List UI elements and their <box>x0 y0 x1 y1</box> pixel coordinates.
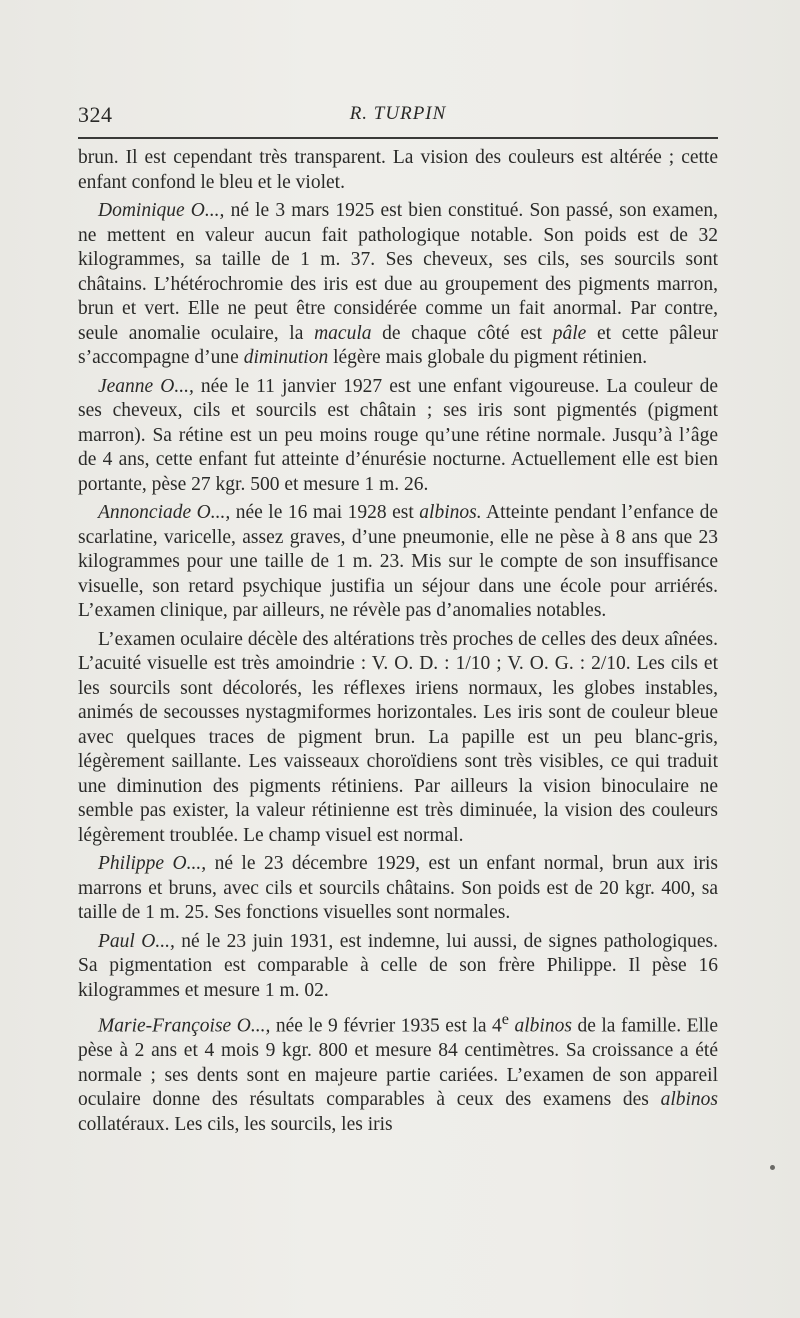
page-number: 324 <box>78 102 113 127</box>
header-rule <box>78 137 718 139</box>
person-name: Marie-Françoise O..., <box>98 1015 271 1037</box>
person-name: Jeanne O..., <box>98 375 194 397</box>
body-text <box>78 146 718 1141</box>
person-name: Dominique O..., <box>98 200 225 221</box>
margin-dot <box>770 1165 775 1170</box>
paragraph-annonciade: Annonciade O..., née le 16 mai 1928 est albinos. Atteinte pendant l’enfance de scarlatine, varicelle, assez graves, d’une pneumonie, elle ne pèse à 8 ans que 23 kilogrammes pour une taille de 1 m. 23. Mis sur le compte de son insuffisance visuelle, son retard psychique justifia un séjour dans une école pour arriérés. L’examen clinique, par ailleurs, ne révèle pas d’anomalies notables. <box>78 502 718 621</box>
person-name: Philippe O..., <box>98 853 207 874</box>
person-name: Paul O..., <box>98 930 175 952</box>
paragraph-oculaire: L’examen oculaire décèle des altérations très proches de celles des deux aînées. L’acuité visuelle est très amoindrie : V. O. D. : 1/10 ; V. O. G. : 2/10. Les cils et les sourcils sont décolorés, les réflexes iriens normaux, les globes instables, animés de secousses nystagmiformes horizontales. Les iris sont de couleur bleue avec quelques traces de pigment brun. La papille est un peu blanc-gris, légèrement saillante. Les vaisseaux choroïdiens sont très visibles, ce qui traduit une diminution des pigments rétiniens. Par ailleurs la vision binoculaire ne semble pas exister, la valeur rétinienne est très diminuée, la vision des couleurs légèrement troublée. Le champ visuel est normal. <box>78 628 718 846</box>
person-name: Annonciade O..., <box>98 502 231 523</box>
page-header <box>78 100 718 130</box>
paragraph-philippe: Philippe O..., né le 23 décembre 1929, est un enfant normal, brun aux iris marrons et bruns, avec cils et sourcils châtains. Son poids est de 20 kgr. 400, sa taille de 1 m. 25. Ses fonctions visuelles sont normales. <box>78 853 718 923</box>
running-head: R. TURPIN <box>349 103 447 124</box>
paragraph-dominique: Dominique O..., né le 3 mars 1925 est bien constitué. Son passé, son examen, ne mettent en valeur aucun fait pathologique notable. Son poids est de 32 kilogrammes, sa taille de 1 m. 37. Ses cheveux, ses cils, ses sourcils sont châtains. L’hétérochromie des iris est due au groupement des pigments marron, brun et vert. Elle ne peut être considérée comme un fait anormal. Par contre, seule anomalie oculaire, la macula de chaque côté est pâle et cette pâleur s’accompagne d’une diminution légère mais globale du pigment rétinien. <box>78 200 718 368</box>
paragraph-1: brun. Il est cependant très transparent. La vision des couleurs est altérée ; cette enfant confond le bleu et le violet. <box>78 147 718 193</box>
paragraph-jeanne: Jeanne O..., née le 11 janvier 1927 est une enfant vigoureuse. La couleur de ses cheveux, cils et sourcils est châtain ; ses iris sont pigmentés (pigment marron). Sa rétine est un peu moins rouge qu’une rétine normale. Jusqu’à l’âge de 4 ans, cette enfant fut atteinte d’énurésie nocturne. Actuellement elle est bien portante, pèse 27 kgr. 500 et mesure 1 m. 26. <box>78 375 718 495</box>
paragraph-paul: Paul O..., né le 23 juin 1931, est indemne, lui aussi, de signes pathologiques. Sa pigmentation est comparable à celle de son frère Philippe. Il pèse 16 kilogrammes et mesure 1 m. 02. <box>78 930 718 1001</box>
paragraph-marie-francoise: Marie-Françoise O..., née le 9 février 1935 est la 4e albinos de la famille. Elle pèse à 2 ans et 4 mois 9 kgr. 800 et mesure 84 centimètres. Sa croissance a été normale ; ses dents sont en majeure partie cariées. L’examen de son appareil oculaire donne des résultats comparables à ceux des examens des albinos collatéraux. Les cils, les sourcils, les iris <box>78 1010 718 1135</box>
